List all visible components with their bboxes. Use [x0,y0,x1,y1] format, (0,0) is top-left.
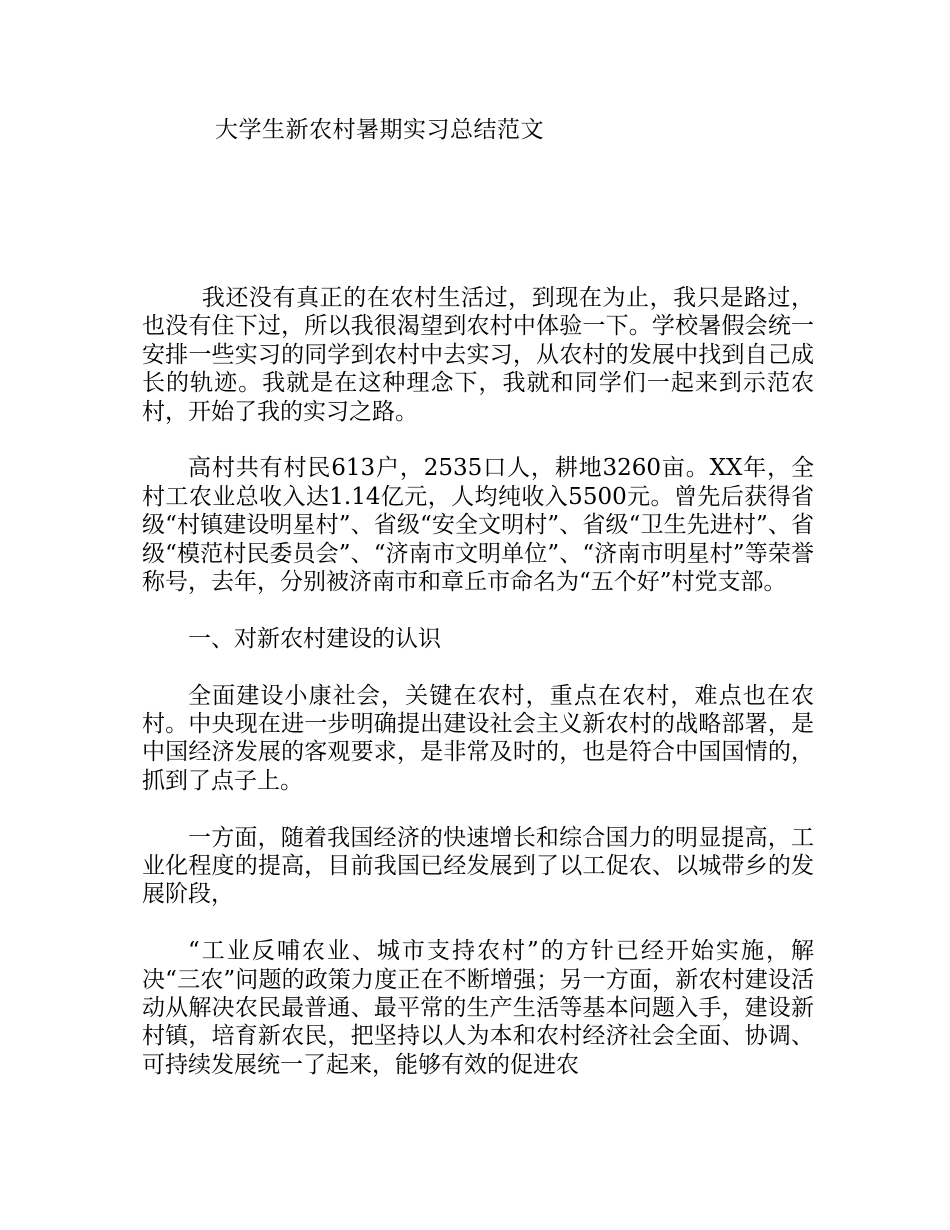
paragraph-intro: 我还没有真正的在农村生活过，到现在为止，我只是路过，也没有住下过，所以我很渴望到农村中体验一下。学校暑假会统一安排一些实习的同学到农村中去实习，从农村的发展中找到自己成长的轨迹。我就是在这种理念下，我就和同学们一起来到示范农村，开始了我的实习之路。 [142,285,814,425]
document-title: 大学生新农村暑期实习总结范文 [215,117,544,143]
document-body [142,284,814,1108]
paragraph-second-aspect: “工业反哺农业、城市支持农村”的方针已经开始实施，解决“三农”问题的政策力度正在不断增强；另一方面，新农村建设活动从解决农民最普通、最平常的生产生活等基本问题入手，建设新村镇，培育新农民，把坚持以人为本和农村经济社会全面、协调、可持续发展统一了起来，能够有效的促进农 [142,938,814,1078]
paragraph-understanding: 全面建设小康社会，关键在农村，重点在农村，难点也在农村。中央现在进一步明确提出建设社会主义新农村的战略部署，是中国经济发展的客观要求，是非常及时的，也是符合中国国情的，抓到了点子上。 [142,682,814,794]
paragraph-village-profile: 高村共有村民613户，2535口人，耕地3260亩。XX年，全村工农业总收入达1.14亿元，人均纯收入5500元。曾先后获得省级“村镇建设明星村”、省级“安全文明村”、省级“卫生先进村”、省级“模范村民委员会”、“济南市文明单位”、“济南市明星村”等荣誉称号，去年，分别被济南市和章丘市命名为“五个好”村党支部。 [142,455,814,596]
paragraph-first-aspect: 一方面，随着我国经济的快速增长和综合国力的明显提高，工业化程度的提高，目前我国已经发展到了以工促农、以城带乡的发展阶段， [142,824,814,908]
section-heading: 一、对新农村建设的认识 [188,625,441,652]
